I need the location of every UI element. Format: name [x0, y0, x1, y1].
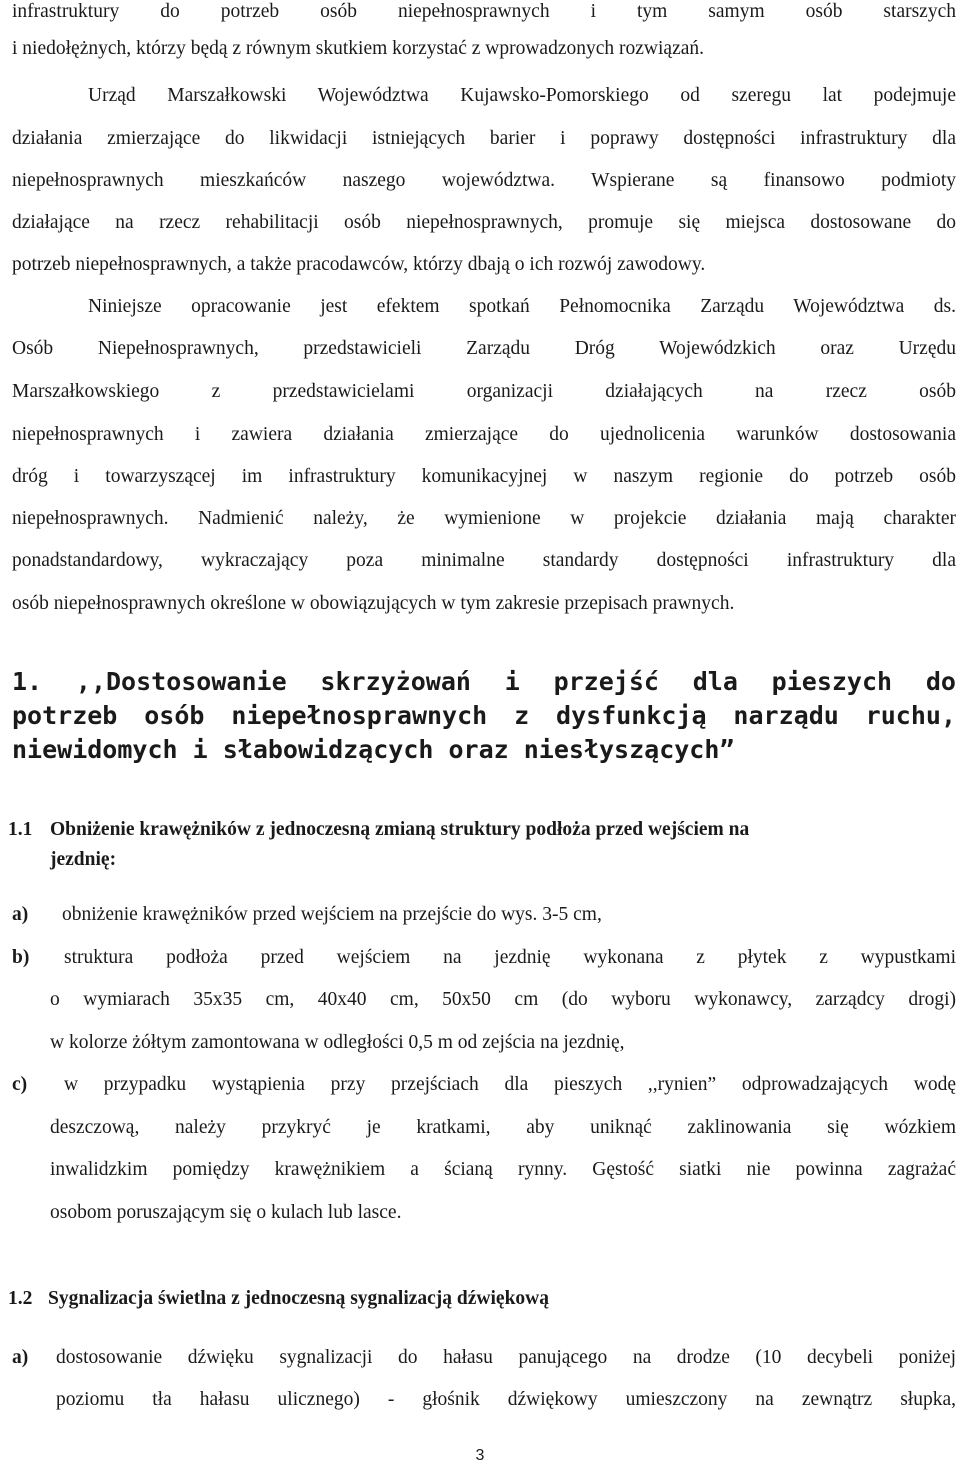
subsection-number: 1.1	[8, 819, 33, 840]
subsection-number: 1.2	[8, 1288, 33, 1309]
list-item-label: a)	[12, 1347, 29, 1368]
section-heading: niewidomych i słabowidzących oraz niesłyszących”	[12, 735, 735, 764]
body-line: infrastruktury do potrzeb osób niepełnosprawnych i tym samym osób starszych	[12, 1, 956, 22]
body-line: dróg i towarzyszącej im infrastruktury komunikacyjnej w naszym regionie do potrzeb osób	[12, 466, 956, 487]
subsection-title: Sygnalizacja świetlna z jednoczesną sygnalizacją dźwiękową	[48, 1288, 550, 1309]
body-line: niepełnosprawnych. Nadmienić należy, że wymienione w projekcie działania mają charakter	[12, 508, 956, 529]
section-heading: 1. ,,Dostosowanie skrzyżowań i przejść dla pieszych do	[12, 667, 956, 696]
list-item-text: struktura podłoża przed wejściem na jezdnię wykonana z płytek z wypustkami	[64, 947, 956, 968]
body-line: niepełnosprawnych i zawiera działania zmierzające do ujednolicenia warunków dostosowania	[12, 424, 956, 445]
body-line: działania zmierzające do likwidacji istniejących barier i poprawy dostępności infrastruktury dla	[12, 128, 956, 149]
list-item-text: w przypadku wystąpienia przy przejściach dla pieszych ,,rynien” odprowadzających wodę	[64, 1074, 956, 1095]
page-number: 3	[475, 1447, 485, 1464]
subsection-title: Obniżenie krawężników z jednoczesną zmianą struktury podłoża przed wejściem na	[50, 819, 750, 840]
body-line: potrzeb niepełnosprawnych, a także pracodawców, którzy dbają o ich rozwój zawodowy.	[12, 254, 706, 275]
list-item-text: osobom poruszającym się o kulach lub lasce.	[50, 1202, 402, 1223]
list-item-text: obniżenie krawężników przed wejściem na przejście do wys. 3-5 cm,	[62, 904, 602, 925]
list-item-text: dostosowanie dźwięku sygnalizacji do hałasu panującego na drodze (10 decybeli poniżej	[56, 1347, 956, 1368]
subsection-title: jezdnię:	[50, 849, 117, 870]
list-item-label: b)	[12, 947, 30, 968]
body-line: działające na rzecz rehabilitacji osób niepełnosprawnych, promuje się miejsca dostosowane do	[12, 212, 956, 233]
list-item-label: c)	[12, 1074, 28, 1095]
body-line: niepełnosprawnych mieszkańców naszego województwa. Wspierane są finansowo podmioty	[12, 170, 956, 191]
list-item-label: a)	[12, 904, 29, 925]
list-item-text: o wymiarach 35x35 cm, 40x40 cm, 50x50 cm (do wyboru wykonawcy, zarządcy drogi)	[50, 989, 956, 1010]
body-line: Osób Niepełnosprawnych, przedstawicieli Zarządu Dróg Wojewódzkich oraz Urzędu	[12, 338, 956, 359]
body-line: Niniejsze opracowanie jest efektem spotkań Pełnomocnika Zarządu Województwa ds.	[88, 296, 956, 317]
list-item-text: deszczową, należy przykryć je kratkami, aby uniknąć zaklinowania się wózkiem	[50, 1117, 956, 1138]
body-line: osób niepełnosprawnych określone w obowiązujących w tym zakresie przepisach prawnych.	[12, 593, 735, 614]
body-line: Marszałkowskiego z przedstawicielami organizacji działających na rzecz osób	[12, 381, 956, 402]
body-line: ponadstandardowy, wykraczający poza minimalne standardy dostępności infrastruktury dla	[12, 550, 956, 571]
list-item-text: poziomu tła hałasu ulicznego) - głośnik dźwiękowy umieszczony na zewnątrz słupka,	[56, 1389, 956, 1410]
body-line: Urząd Marszałkowski Województwa Kujawsko-Pomorskiego od szeregu lat podejmuje	[88, 85, 956, 106]
body-line: i niedołężnych, którzy będą z równym skutkiem korzystać z wprowadzonych rozwiązań.	[12, 38, 705, 59]
list-item-text: w kolorze żółtym zamontowana w odległości 0,5 m od zejścia na jezdnię,	[50, 1032, 625, 1053]
section-heading: potrzeb osób niepełnosprawnych z dysfunkcją narządu ruchu,	[12, 701, 956, 730]
list-item-text: inwalidzkim pomiędzy krawężnikiem a ścianą rynny. Gęstość siatki nie powinna zagrażać	[50, 1159, 956, 1180]
